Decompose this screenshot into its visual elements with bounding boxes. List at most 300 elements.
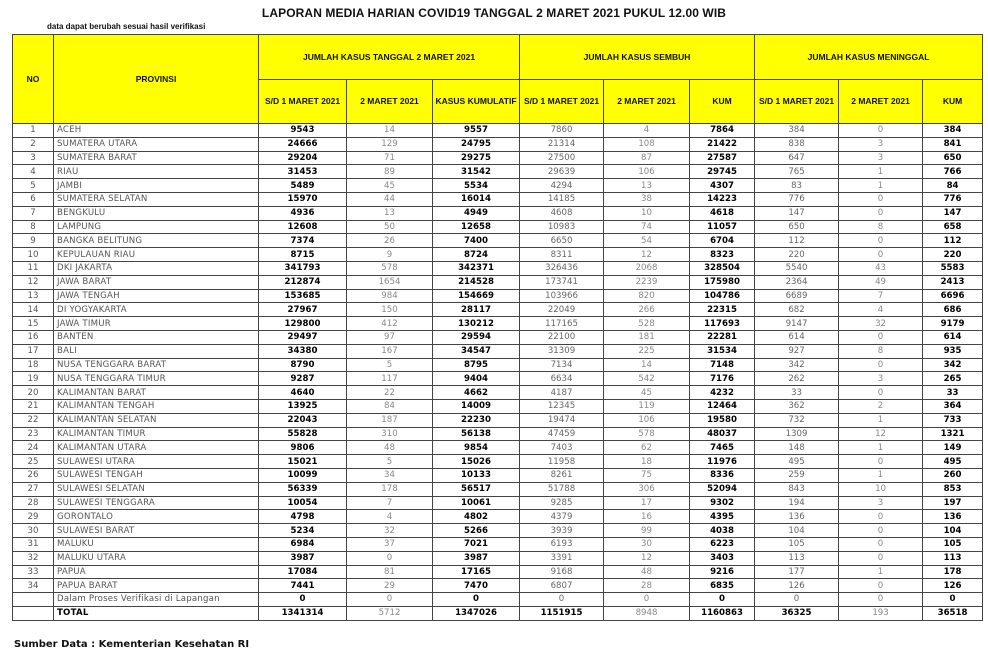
- cell-m1: 104: [755, 524, 839, 538]
- report-title: LAPORAN MEDIA HARIAN COVID19 TANGGAL 2 MARET 2021 PUKUL 12.00 WIB: [261, 6, 727, 20]
- cell-s2: 17: [604, 496, 690, 510]
- cell-m3: 650: [923, 151, 983, 165]
- cell-no: [13, 593, 54, 607]
- cell-m3: 220: [923, 248, 983, 262]
- cell-m1: 650: [755, 220, 839, 234]
- cell-no: 5: [13, 179, 54, 193]
- cell-m1: 927: [755, 344, 839, 358]
- cell-prov: PAPUA BARAT: [54, 579, 259, 593]
- cell-prov: Dalam Proses Verifikasi di Lapangan: [54, 593, 259, 607]
- cell-prov: PAPUA: [54, 565, 259, 579]
- cell-m1: 0: [755, 593, 839, 607]
- cell-prov: KALIMANTAN TENGAH: [54, 399, 259, 413]
- cell-s3: 4307: [690, 179, 755, 193]
- cell-m3: 149: [923, 441, 983, 455]
- cell-k2: 5: [347, 455, 433, 469]
- cell-k3: 14009: [433, 399, 520, 413]
- group-header-sembuh: JUMLAH KASUS SEMBUH: [520, 35, 755, 80]
- cell-s1: 7860: [520, 124, 604, 138]
- cell-no: 34: [13, 579, 54, 593]
- cell-s1: 7403: [520, 441, 604, 455]
- cell-k2: 32: [347, 524, 433, 538]
- cell-s3: 7465: [690, 441, 755, 455]
- cell-no: 33: [13, 565, 54, 579]
- cell-no: 30: [13, 524, 54, 538]
- cell-k1: 9806: [259, 441, 347, 455]
- cell-prov: ACEH: [54, 124, 259, 138]
- table-row: [13, 179, 983, 193]
- cell-s2: 2239: [604, 275, 690, 289]
- cell-m2: 1: [839, 441, 923, 455]
- cell-m3: 364: [923, 399, 983, 413]
- cell-prov: KEPULAUAN RIAU: [54, 248, 259, 262]
- cell-m3: 342: [923, 358, 983, 372]
- cell-m3: 686: [923, 303, 983, 317]
- table-row: [13, 275, 983, 289]
- cell-prov: SULAWESI TENGGARA: [54, 496, 259, 510]
- cell-prov: SULAWESI SELATAN: [54, 482, 259, 496]
- table-row: [13, 151, 983, 165]
- cell-prov: MALUKU: [54, 537, 259, 551]
- table-row: [13, 482, 983, 496]
- cell-prov: RIAU: [54, 165, 259, 179]
- cell-m3: 2413: [923, 275, 983, 289]
- cell-k2: 984: [347, 289, 433, 303]
- cell-no: 21: [13, 399, 54, 413]
- cell-prov: KALIMANTAN TIMUR: [54, 427, 259, 441]
- cell-prov: DKI JAKARTA: [54, 261, 259, 275]
- cell-m1: 647: [755, 151, 839, 165]
- cell-m2: 3: [839, 372, 923, 386]
- cell-no: 19: [13, 372, 54, 386]
- cell-k1: 3987: [259, 551, 347, 565]
- cell-k1: 29497: [259, 330, 347, 344]
- cell-k3: 56138: [433, 427, 520, 441]
- cell-k3: 22230: [433, 413, 520, 427]
- cell-k3: 29594: [433, 330, 520, 344]
- cell-k1: 4936: [259, 206, 347, 220]
- cell-m3: 495: [923, 455, 983, 469]
- cell-k3: 5534: [433, 179, 520, 193]
- cell-no: 23: [13, 427, 54, 441]
- cell-s2: 99: [604, 524, 690, 538]
- cell-no: 6: [13, 192, 54, 206]
- cell-s3: 117693: [690, 317, 755, 331]
- cell-k1: 12608: [259, 220, 347, 234]
- cell-no: 31: [13, 537, 54, 551]
- cell-m2: 4: [839, 303, 923, 317]
- cell-m1: 765: [755, 165, 839, 179]
- cell-no: 32: [13, 551, 54, 565]
- table-row: [13, 206, 983, 220]
- table-row: [13, 317, 983, 331]
- cell-m1: 2364: [755, 275, 839, 289]
- cell-m2: 0: [839, 234, 923, 248]
- cell-k2: 0: [347, 551, 433, 565]
- cell-k3: 0: [433, 593, 520, 607]
- cell-k2: 81: [347, 565, 433, 579]
- cell-k2: 5: [347, 358, 433, 372]
- col-header-sembuh-kum: KUM: [690, 80, 755, 124]
- cell-no: 10: [13, 248, 54, 262]
- cell-m1: 36325: [755, 606, 839, 620]
- cell-s1: 14185: [520, 192, 604, 206]
- cell-m3: 260: [923, 468, 983, 482]
- cell-s1: 29639: [520, 165, 604, 179]
- cell-k3: 29275: [433, 151, 520, 165]
- cell-k1: 153685: [259, 289, 347, 303]
- cell-s1: 19474: [520, 413, 604, 427]
- cell-m1: 843: [755, 482, 839, 496]
- cell-m2: 1: [839, 413, 923, 427]
- cell-k2: 187: [347, 413, 433, 427]
- cell-m3: 112: [923, 234, 983, 248]
- cell-no: 22: [13, 413, 54, 427]
- cell-s3: 6223: [690, 537, 755, 551]
- cell-k1: 341793: [259, 261, 347, 275]
- cell-s3: 27587: [690, 151, 755, 165]
- cell-k3: 214528: [433, 275, 520, 289]
- cell-s1: 47459: [520, 427, 604, 441]
- cell-k3: 4802: [433, 510, 520, 524]
- cell-no: [13, 606, 54, 620]
- cell-m3: 126: [923, 579, 983, 593]
- cell-prov: JAWA TIMUR: [54, 317, 259, 331]
- cell-k3: 34547: [433, 344, 520, 358]
- cell-no: 18: [13, 358, 54, 372]
- cell-s2: 38: [604, 192, 690, 206]
- cell-s2: 578: [604, 427, 690, 441]
- cell-m1: 495: [755, 455, 839, 469]
- cell-m2: 12: [839, 427, 923, 441]
- cell-s3: 175980: [690, 275, 755, 289]
- cell-k1: 9543: [259, 124, 347, 138]
- cell-k1: 34380: [259, 344, 347, 358]
- cell-s3: 22281: [690, 330, 755, 344]
- cell-k2: 29: [347, 579, 433, 593]
- cell-s3: 6704: [690, 234, 755, 248]
- cell-k1: 8790: [259, 358, 347, 372]
- cell-s1: 22100: [520, 330, 604, 344]
- cell-m1: 5540: [755, 261, 839, 275]
- cell-s1: 12345: [520, 399, 604, 413]
- cell-m2: 49: [839, 275, 923, 289]
- table-row: [13, 358, 983, 372]
- cell-prov: DI YOGYAKARTA: [54, 303, 259, 317]
- cell-k3: 7021: [433, 537, 520, 551]
- cell-no: 12: [13, 275, 54, 289]
- cell-k2: 4: [347, 510, 433, 524]
- cell-no: 16: [13, 330, 54, 344]
- col-header-sembuh-sd: S/D 1 MARET 2021: [520, 80, 604, 124]
- cell-no: 27: [13, 482, 54, 496]
- cell-k2: 412: [347, 317, 433, 331]
- cell-prov: MALUKU UTARA: [54, 551, 259, 565]
- cell-m2: 0: [839, 386, 923, 400]
- table-row: [13, 124, 983, 138]
- cell-m1: 194: [755, 496, 839, 510]
- cell-s3: 9216: [690, 565, 755, 579]
- col-header-provinsi: PROVINSI: [54, 35, 259, 124]
- cell-no: 14: [13, 303, 54, 317]
- cell-m3: 147: [923, 206, 983, 220]
- cell-k3: 9854: [433, 441, 520, 455]
- cell-s2: 87: [604, 151, 690, 165]
- cell-m2: 0: [839, 510, 923, 524]
- cell-k3: 342371: [433, 261, 520, 275]
- cell-s1: 8311: [520, 248, 604, 262]
- cell-s2: 225: [604, 344, 690, 358]
- cell-s1: 27500: [520, 151, 604, 165]
- table-row: [13, 468, 983, 482]
- cell-s1: 4187: [520, 386, 604, 400]
- cell-s2: 0: [604, 593, 690, 607]
- cell-k3: 4662: [433, 386, 520, 400]
- data-source: Sumber Data : Kementerian Kesehatan RI: [14, 639, 250, 650]
- col-header-meninggal-kum: KUM: [923, 80, 983, 124]
- cell-k1: 29204: [259, 151, 347, 165]
- cell-k2: 97: [347, 330, 433, 344]
- cell-m1: 614: [755, 330, 839, 344]
- cell-m1: 384: [755, 124, 839, 138]
- cell-no: 20: [13, 386, 54, 400]
- cell-s1: 1151915: [520, 606, 604, 620]
- cell-s3: 9302: [690, 496, 755, 510]
- cell-k2: 26: [347, 234, 433, 248]
- cell-prov: SUMATERA UTARA: [54, 137, 259, 151]
- cell-k1: 6984: [259, 537, 347, 551]
- cell-m3: 265: [923, 372, 983, 386]
- cell-s3: 52094: [690, 482, 755, 496]
- table-row: [13, 372, 983, 386]
- cell-k3: 7470: [433, 579, 520, 593]
- cell-k2: 0: [347, 593, 433, 607]
- cell-prov: SULAWESI BARAT: [54, 524, 259, 538]
- cell-s2: 54: [604, 234, 690, 248]
- cell-m2: 0: [839, 124, 923, 138]
- table-row: [13, 593, 983, 607]
- table-row: [13, 441, 983, 455]
- cell-k3: 3987: [433, 551, 520, 565]
- cell-m1: 682: [755, 303, 839, 317]
- cell-s3: 11057: [690, 220, 755, 234]
- table-row: [13, 261, 983, 275]
- cell-k2: 71: [347, 151, 433, 165]
- cell-s1: 9285: [520, 496, 604, 510]
- cell-m2: 193: [839, 606, 923, 620]
- cell-s3: 11976: [690, 455, 755, 469]
- cell-s3: 4038: [690, 524, 755, 538]
- cell-k3: 31542: [433, 165, 520, 179]
- cell-m2: 0: [839, 524, 923, 538]
- cell-m3: 1321: [923, 427, 983, 441]
- cell-s1: 22049: [520, 303, 604, 317]
- cell-m3: 33: [923, 386, 983, 400]
- table-row: [13, 399, 983, 413]
- table-row: [13, 248, 983, 262]
- cell-m3: 5583: [923, 261, 983, 275]
- cell-m1: 113: [755, 551, 839, 565]
- cell-k2: 45: [347, 179, 433, 193]
- cell-s2: 528: [604, 317, 690, 331]
- cell-k3: 1347026: [433, 606, 520, 620]
- cell-k1: 9287: [259, 372, 347, 386]
- table-row: [13, 220, 983, 234]
- cell-m3: 841: [923, 137, 983, 151]
- cell-s3: 21422: [690, 137, 755, 151]
- cell-m2: 0: [839, 330, 923, 344]
- cell-m1: 342: [755, 358, 839, 372]
- cell-m2: 3: [839, 137, 923, 151]
- cell-k3: 15026: [433, 455, 520, 469]
- cell-no: 2: [13, 137, 54, 151]
- cell-s2: 106: [604, 413, 690, 427]
- cell-m2: 10: [839, 482, 923, 496]
- cell-m1: 9147: [755, 317, 839, 331]
- cell-no: 4: [13, 165, 54, 179]
- cell-k1: 0: [259, 593, 347, 607]
- cell-s3: 104786: [690, 289, 755, 303]
- cell-s1: 4608: [520, 206, 604, 220]
- cell-m3: 84: [923, 179, 983, 193]
- cell-s1: 173741: [520, 275, 604, 289]
- cell-k3: 16014: [433, 192, 520, 206]
- cell-k2: 50: [347, 220, 433, 234]
- cell-s2: 181: [604, 330, 690, 344]
- cell-k2: 22: [347, 386, 433, 400]
- cell-s2: 106: [604, 165, 690, 179]
- cell-no: 1: [13, 124, 54, 138]
- cell-m3: 105: [923, 537, 983, 551]
- cell-s2: 48: [604, 565, 690, 579]
- cell-k3: 7400: [433, 234, 520, 248]
- cell-k3: 9557: [433, 124, 520, 138]
- cell-m2: 0: [839, 206, 923, 220]
- cell-s1: 8261: [520, 468, 604, 482]
- cell-prov: BALI: [54, 344, 259, 358]
- cell-m1: 732: [755, 413, 839, 427]
- cell-prov: SUMATERA SELATAN: [54, 192, 259, 206]
- cell-s2: 18: [604, 455, 690, 469]
- cell-k2: 37: [347, 537, 433, 551]
- cell-no: 7: [13, 206, 54, 220]
- cell-k1: 4640: [259, 386, 347, 400]
- table-row: [13, 537, 983, 551]
- cell-s2: 45: [604, 386, 690, 400]
- cell-s1: 0: [520, 593, 604, 607]
- table-row: [13, 234, 983, 248]
- cell-s1: 7134: [520, 358, 604, 372]
- cell-s3: 31534: [690, 344, 755, 358]
- cell-m1: 147: [755, 206, 839, 220]
- cell-no: 8: [13, 220, 54, 234]
- cell-s1: 9168: [520, 565, 604, 579]
- col-header-kasus-sd: S/D 1 MARET 2021: [259, 80, 347, 124]
- cell-k2: 89: [347, 165, 433, 179]
- cell-s3: 8336: [690, 468, 755, 482]
- cell-s2: 30: [604, 537, 690, 551]
- cell-m3: 776: [923, 192, 983, 206]
- cell-k3: 4949: [433, 206, 520, 220]
- cell-s2: 2068: [604, 261, 690, 275]
- cell-m2: 0: [839, 551, 923, 565]
- cell-m3: 113: [923, 551, 983, 565]
- table-row: [13, 524, 983, 538]
- cell-m2: 0: [839, 358, 923, 372]
- cell-s3: 48037: [690, 427, 755, 441]
- cell-s3: 7148: [690, 358, 755, 372]
- cell-m2: 3: [839, 151, 923, 165]
- table-row: [13, 510, 983, 524]
- cell-k1: 7374: [259, 234, 347, 248]
- cell-s3: 6835: [690, 579, 755, 593]
- cell-s2: 306: [604, 482, 690, 496]
- cell-k2: 7: [347, 496, 433, 510]
- cell-s1: 6807: [520, 579, 604, 593]
- table-row: [13, 289, 983, 303]
- cell-m3: 36518: [923, 606, 983, 620]
- cell-k2: 48: [347, 441, 433, 455]
- group-header-meninggal: JUMLAH KASUS MENINGGAL: [755, 35, 983, 80]
- cell-prov: KALIMANTAN BARAT: [54, 386, 259, 400]
- cell-m1: 1309: [755, 427, 839, 441]
- cell-k2: 44: [347, 192, 433, 206]
- col-header-sembuh-today: 2 MARET 2021: [604, 80, 690, 124]
- cell-no: 11: [13, 261, 54, 275]
- cell-s1: 4294: [520, 179, 604, 193]
- cell-s2: 119: [604, 399, 690, 413]
- cell-k1: 27967: [259, 303, 347, 317]
- cell-k2: 167: [347, 344, 433, 358]
- cell-prov: BENGKULU: [54, 206, 259, 220]
- cell-m3: 9179: [923, 317, 983, 331]
- table-row: [13, 165, 983, 179]
- cell-m3: 658: [923, 220, 983, 234]
- cell-k3: 5266: [433, 524, 520, 538]
- covid-report-table: [12, 34, 983, 621]
- col-header-kasus-kum: KASUS KUMULATIF: [433, 80, 520, 124]
- table-row: [13, 386, 983, 400]
- cell-m3: 935: [923, 344, 983, 358]
- cell-prov: KALIMANTAN UTARA: [54, 441, 259, 455]
- cell-s2: 12: [604, 551, 690, 565]
- cell-s2: 16: [604, 510, 690, 524]
- cell-s1: 6193: [520, 537, 604, 551]
- cell-m1: 126: [755, 579, 839, 593]
- cell-s3: 14223: [690, 192, 755, 206]
- cell-no: 24: [13, 441, 54, 455]
- cell-k1: 15021: [259, 455, 347, 469]
- cell-s1: 6650: [520, 234, 604, 248]
- table-row: [13, 427, 983, 441]
- cell-s3: 4395: [690, 510, 755, 524]
- table-row: [13, 192, 983, 206]
- cell-k1: 212874: [259, 275, 347, 289]
- cell-m1: 105: [755, 537, 839, 551]
- table-row: [13, 344, 983, 358]
- group-header-kasus: JUMLAH KASUS TANGGAL 2 MARET 2021: [259, 35, 520, 80]
- cell-m1: 148: [755, 441, 839, 455]
- cell-s3: 7176: [690, 372, 755, 386]
- cell-s2: 75: [604, 468, 690, 482]
- cell-m2: 32: [839, 317, 923, 331]
- cell-m3: 733: [923, 413, 983, 427]
- cell-m3: 136: [923, 510, 983, 524]
- cell-m3: 614: [923, 330, 983, 344]
- cell-s2: 13: [604, 179, 690, 193]
- cell-k3: 56517: [433, 482, 520, 496]
- col-header-meninggal-today: 2 MARET 2021: [839, 80, 923, 124]
